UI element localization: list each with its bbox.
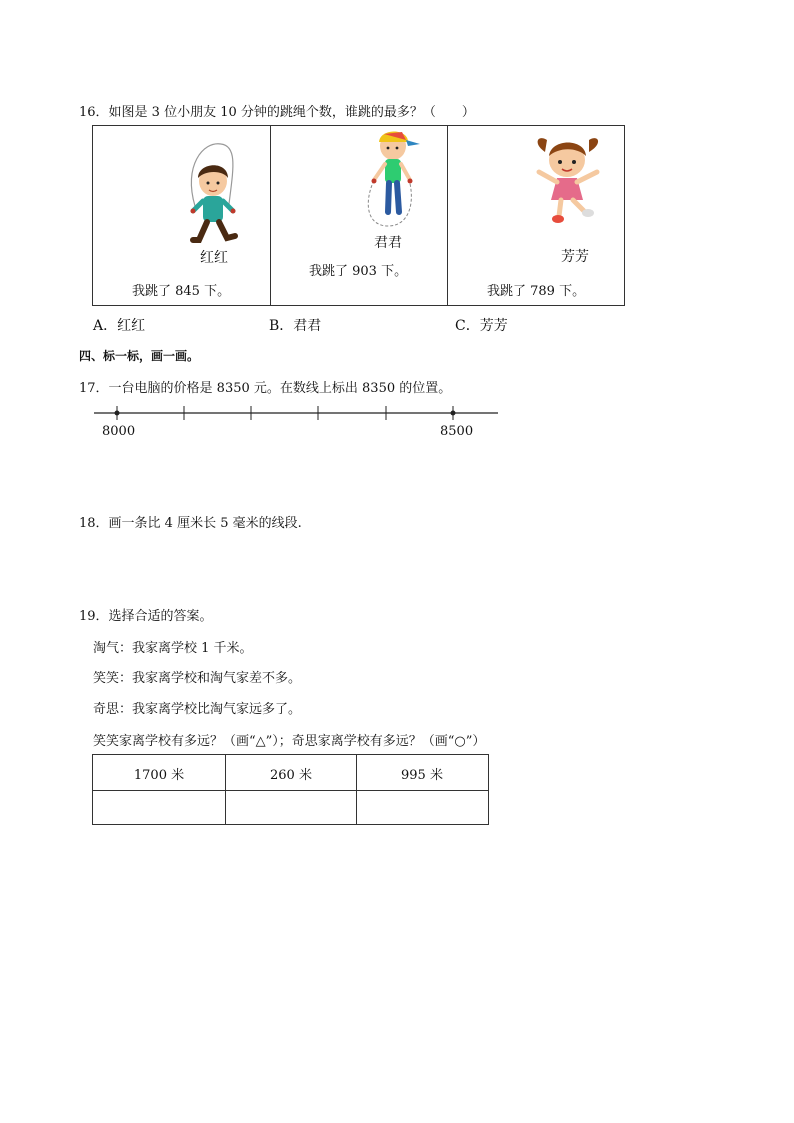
q18-question: 18．画一条比 4 厘米长 5 毫米的线段. [79,516,302,531]
number-line[interactable] [90,402,502,426]
kid-speech-honghong: 我跳了 845 下。 [132,284,231,299]
kid-name-honghong: 红红 [200,250,228,266]
q16-picture-table [92,125,625,306]
number-line-start-point [115,411,120,416]
kid-name-junjun: 君君 [374,235,402,251]
q16-option-a[interactable]: A．红红 [93,318,146,334]
q16-option-b[interactable]: B．君君 [269,318,322,334]
table-header-260: 260 米 [270,768,312,783]
q19-line-taoqi: 淘气：我家离学校 1 千米。 [93,641,253,656]
answer-cell-995[interactable] [357,791,488,825]
boy-with-cap-illustration [358,126,428,231]
q19-answer-table [92,754,489,825]
q19-question: 19．选择合适的答案。 [79,609,213,624]
kid-speech-junjun: 我跳了 903 下。 [309,264,408,279]
girl-jumping-illustration [531,134,606,229]
number-line-end-point [451,411,456,416]
section-4-title: 四、标一标，画一画。 [79,349,200,363]
table-header-995: 995 米 [401,768,443,783]
table-header-1700: 1700 米 [133,768,185,783]
kid-speech-fangfang: 我跳了 789 下。 [487,284,586,299]
answer-cell-1700[interactable] [93,791,225,825]
number-line-end-label: 8500 [440,424,474,439]
q19-line-xiaoxiao: 笑笑：我家离学校和淘气家差不多。 [93,671,302,686]
q17-question: 17．一台电脑的价格是 8350 元。在数线上标出 8350 的位置。 [79,381,452,396]
q16-question: 16．如图是 3 位小朋友 10 分钟的跳绳个数，谁跳的最多？（ ） [79,105,475,120]
q19-prompt: 笑笑家离学校有多远？（画“△”）；奇思家离学校有多远？（画“○”） [93,734,486,749]
table-divider [270,126,271,305]
q19-line-qisi: 奇思：我家离学校比淘气家远多了。 [93,702,302,717]
answer-cell-260[interactable] [226,791,356,825]
q16-option-c[interactable]: C．芳芳 [455,318,508,334]
table-divider [447,126,448,305]
kid-name-fangfang: 芳芳 [561,249,589,265]
boy-jumping-rope-illustration [183,136,253,251]
number-line-start-label: 8000 [102,424,136,439]
